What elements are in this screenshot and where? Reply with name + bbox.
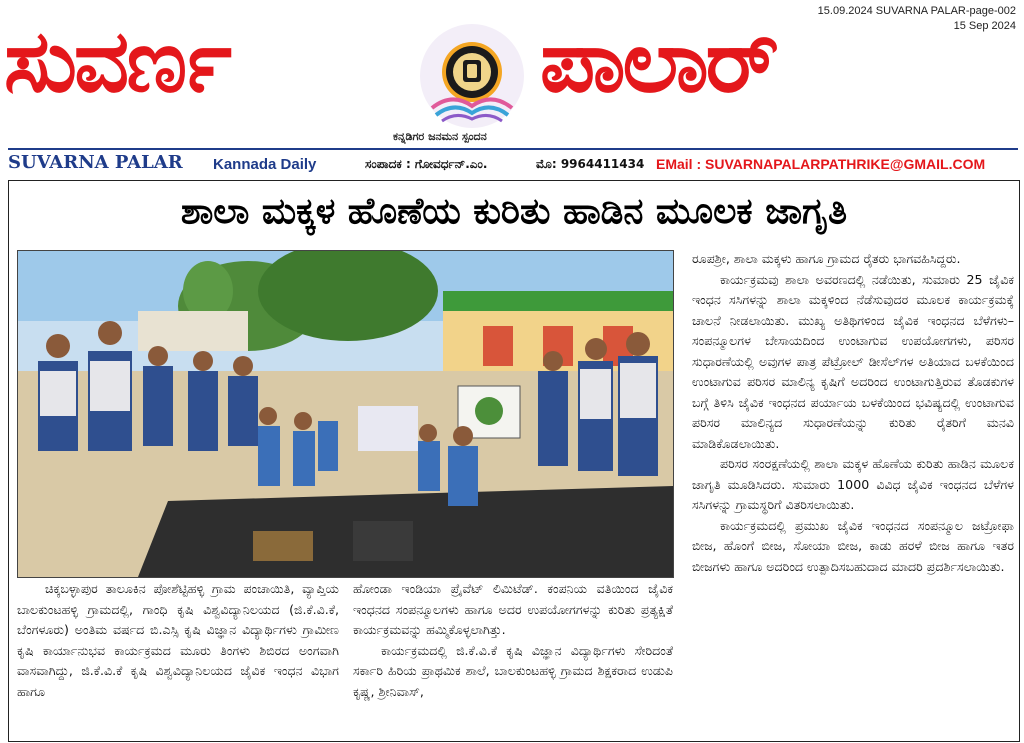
event-photo	[17, 250, 674, 578]
brand-subtitle: Kannada Daily	[213, 156, 317, 173]
masthead	[0, 0, 1024, 178]
article-column-middle	[353, 579, 673, 702]
paragraph: ಚಿಕ್ಕಬಳ್ಳಾಪುರ ತಾಲೂಕಿನ ಪೋಶೆಟ್ಟಿಹಳ್ಳಿ ಗ್ರಾಮ ಪಂಚಾಯಿತಿ, ವ್ಯಾಪ್ತಿಯ ಬಾಲಕುಂಟಹಳ್ಳಿ ಗ್ರಾಮದಲ್ಲಿ, ಗಾಂಧಿ ಕೃಷಿ ವಿಶ್ವವಿದ್ಯಾನಿಲಯದ (ಜಿ.ಕೆ.ವಿ.ಕೆ, ಬೆಂಗಳೂರು) ಅಂತಿಮ ವರ್ಷದ ಬಿ.ಎಸ್ಸಿ ಕೃಷಿ ವಿಜ್ಞಾನ ವಿದ್ಯಾರ್ಥಿಗಳು ಗ್ರಾಮೀಣ ಕೃಷಿ ಕಾರ್ಯಾನುಭವ ಕಾರ್ಯಕ್ರಮದ ಮೂರು ತಿಂಗಳು ಶಿಬಿರದ ಅಂಗವಾಗಿ ವಾಸವಾಗಿದ್ದು, ಜಿ.ಕೆ.ವಿ.ಕೆ ಕೃಷಿ ವಿಶ್ವವಿದ್ಯಾನಿಲಯದ ಜೈವಿಕ ಇಂಧನ ವಿಭಾಗ ಹಾಗೂ	[17, 581, 339, 699]
article-column-left	[17, 579, 339, 702]
editor-credit: ಸಂಪಾದಕ : ಗೋವರ್ಧನ್.ಎಂ.	[365, 157, 488, 171]
newspaper-title-right: ಪಾಲಾರ್	[540, 12, 776, 112]
article-headline: ಶಾಲಾ ಮಕ್ಕಳ ಹೊಣೆಯ ಕುರಿತು ಹಾಡಿನ ಮೂಲಕ ಜಾಗೃತಿ	[180, 191, 848, 232]
paragraph: ಹೋಂಡಾ ಇಂಡಿಯಾ ಪ್ರೈವೆಟ್ ಲಿಮಿಟೆಡ್. ಕಂಪನಿಯ ವತಿಯಿಂದ ಜೈವಿಕ ಇಂಧನದ ಸಂಪನ್ಮೂಲಗಳು ಹಾಗೂ ಅದರ ಉಪಯೋಗಗಳನ್ನು ಕುರಿತು ಪ್ರತ್ಯಕ್ಷಿತೆ ಕಾರ್ಯಕ್ರಮವನ್ನು ಹಮ್ಮಿಕೊಳ್ಳಲಾಗಿತ್ತು.	[353, 581, 673, 637]
paragraph: ಪರಿಸರ ಸಂರಕ್ಷಣೆಯಲ್ಲಿ ಶಾಲಾ ಮಕ್ಕಳ ಹೊಣೆಯ ಕುರಿತು ಹಾಡಿನ ಮೂಲಕ ಜಾಗೃತಿ ಮೂಡಿಸಿದರು. ಸುಮಾರು 1000 ವಿವಿಧ ಜೈವಿಕ ಇಂಧನದ ಬೆಳೆಗಳ ಸಸಿಗಳನ್ನು ಗ್ರಾಮಸ್ಥರಿಗೆ ವಿತರಿಸಲಾಯಿತು.	[692, 456, 1014, 512]
newspaper-logo	[418, 22, 526, 130]
page-date: 15 Sep 2024	[953, 20, 1016, 32]
info-bar	[8, 148, 1018, 176]
tagline: ಕನ್ನಡಿಗರ ಜನಮನ ಸ್ಪಂದನ	[393, 130, 487, 143]
newspaper-title-left: ಸುವರ್ಣ	[4, 12, 229, 112]
paragraph: ಕಾರ್ಯಕ್ರಮದಲ್ಲಿ ಪ್ರಮುಖ ಜೈವಿಕ ಇಂಧನದ ಸಂಪನ್ಮೂಲ ಜಟ್ರೋಫಾ ಬೀಜ, ಹೊಂಗೆ ಬೀಜ, ಸೋಯಾ ಬೀಜ, ಕಾಡು ಹರಳೆ ಬೀಜ ಹಾಗೂ ಇತರ ಬೀಜಗಳು ಹಾಗೂ ಅದರಿಂದ ಉತ್ಪಾದಿಸಬಹುದಾದ ಮಾದರಿ ಪ್ರದರ್ಶಿಸಲಾಯಿತು.	[692, 517, 1014, 574]
paragraph: ಕಾರ್ಯಕ್ರಮದಲ್ಲಿ ಜಿ.ಕೆ.ವಿ.ಕೆ ಕೃಷಿ ವಿಜ್ಞಾನ ವಿದ್ಯಾರ್ಥಿಗಳು ಸೇರಿದಂತೆ ಸರ್ಕಾರಿ ಹಿರಿಯ ಪ್ರಾಥಮಿಕ ಶಾಲೆ, ಬಾಲಕುಂಟಹಳ್ಳಿ ಗ್ರಾಮದ ಶಿಕ್ಷಕರಾದ ಉಡುಪಿ ಕೃಷ್ಣ, ಶ್ರೀನಿವಾಸ್,	[353, 642, 673, 699]
email-address[interactable]: EMail : SUVARNAPALARPATHRIKE@GMAIL.COM	[656, 156, 986, 172]
phone-number: ಮೊ: 9964411434	[536, 157, 645, 171]
article-column-right	[692, 249, 1014, 577]
brand-name: SUVARNA PALAR	[8, 152, 183, 173]
page-reference: 15.09.2024 SUVARNA PALAR-page-002	[817, 5, 1016, 17]
page-meta	[818, 4, 1016, 34]
paragraph: ರೂಪಶ್ರೀ, ಶಾಲಾ ಮಕ್ಕಳು ಹಾಗೂ ಗ್ರಾಮದ ರೈತರು ಭಾಗವಹಿಸಿದ್ದರು.	[692, 251, 961, 266]
paragraph: ಕಾರ್ಯಕ್ರಮವು ಶಾಲಾ ಅವರಣದಲ್ಲಿ ನಡೆಯಿತು, ಸುಮಾರು 25 ಜೈವಿಕ ಇಂಧನ ಸಸಿಗಳನ್ನು ಶಾಲಾ ಮಕ್ಕಳಿಂದ ನೆಡೆಸುವುದರ ಮೂಲಕ ಕಾರ್ಯಕ್ರಮಕ್ಕೆ ಚಾಲನೆ ನೀಡಲಾಯಿತು. ಮುಖ್ಯ ಅತಿಥಿಗಳಿಂದ ಜೈವಿಕ ಇಂಧನದ ಬೆಳೆಗಳು– ಸಂಪನ್ಮೂಲಗಳ ಬೇಸಾಯದಿಂದ ಉಂಟಾಗುವ ಉಪಯೋಗಗಳು, ಪರಿಸರ ಸುಧಾರಣೆಯಲ್ಲಿ ಅವುಗಳ ಪಾತ್ರ ಪೆಟ್ರೋಲ್ ಡೀಸೆಲ್‌ಗಳ ಅತಿಯಾದ ಬಳಕೆಯಿಂದ ಉಂಟಾಗುವ ಪರಿಸರ ಮಾಲಿನ್ಯ ಕೃಷಿಗೆ ಅದರಿಂದ ಉಂಟಾಗುತ್ತಿರುವ ತೊಡಕುಗಳ ಬಗ್ಗೆ ತಿಳಿಸಿ ಜೈವಿಕ ಇಂಧನದ ಪರ್ಯಾಯ ಬಳಕೆಯಿಂದ ಭವಿಷ್ಯದಲ್ಲಿ ಉಂಟಾಗುವ ಪರಿಸರ ಮಾಲಿನ್ಯದ ಸುಧಾರಣೆಯನ್ನು ಕುರಿತು ರೈತರಿಗೆ ಮನವಿ ಮಾಡಿಕೊಡಲಾಯಿತು.	[692, 271, 1014, 451]
article	[8, 180, 1020, 742]
